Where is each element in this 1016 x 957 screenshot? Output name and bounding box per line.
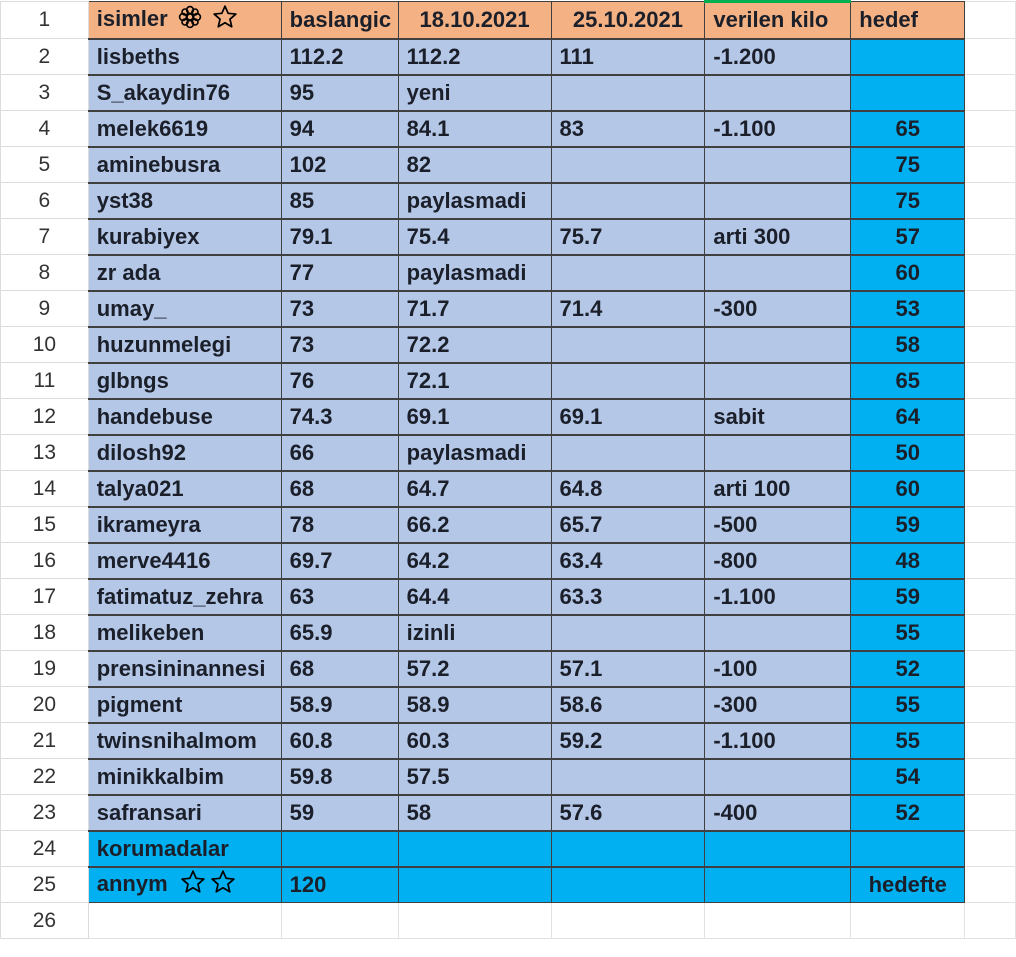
empty-cell[interactable]: [705, 903, 851, 939]
date2-cell[interactable]: 64.8: [551, 471, 705, 507]
name-cell[interactable]: umay_: [88, 291, 281, 327]
date1-cell[interactable]: 72.2: [398, 327, 551, 363]
date2-cell[interactable]: 58.6: [551, 687, 705, 723]
verilen-cell[interactable]: -800: [705, 543, 851, 579]
row-number[interactable]: 7: [1, 219, 89, 255]
header-cell-date2[interactable]: 25.10.2021: [551, 2, 705, 39]
row-number[interactable]: 18: [1, 615, 89, 651]
row-number[interactable]: 19: [1, 651, 89, 687]
data-cell[interactable]: [398, 831, 551, 867]
hedef-cell[interactable]: [851, 75, 965, 111]
date1-cell[interactable]: 69.1: [398, 399, 551, 435]
baslangic-cell[interactable]: 65.9: [281, 615, 398, 651]
verilen-cell[interactable]: -300: [705, 291, 851, 327]
name-cell[interactable]: kurabiyex: [88, 219, 281, 255]
row-number[interactable]: 2: [1, 39, 89, 75]
baslangic-cell[interactable]: 68: [281, 651, 398, 687]
header-label: isimler: [96, 5, 168, 31]
date1-cell[interactable]: 66.2: [398, 507, 551, 543]
name-cell[interactable]: handebuse: [88, 399, 281, 435]
hedef-cell[interactable]: 60: [851, 255, 965, 291]
hedef-cell[interactable]: 59: [851, 507, 965, 543]
date1-cell[interactable]: 75.4: [398, 219, 551, 255]
empty-cell[interactable]: [965, 75, 1016, 111]
verilen-cell[interactable]: [705, 759, 851, 795]
baslangic-cell[interactable]: 58.9: [281, 687, 398, 723]
row-number[interactable]: 26: [1, 903, 89, 939]
baslangic-cell[interactable]: 94: [281, 111, 398, 147]
baslangic-cell[interactable]: 66: [281, 435, 398, 471]
row-number[interactable]: 6: [1, 183, 89, 219]
date2-cell[interactable]: 59.2: [551, 723, 705, 759]
verilen-cell[interactable]: -1.100: [705, 579, 851, 615]
star-icon: [210, 869, 236, 901]
table-row: [1, 435, 1016, 471]
date1-cell[interactable]: 60.3: [398, 723, 551, 759]
hedef-cell[interactable]: 58: [851, 327, 965, 363]
baslangic-cell[interactable]: 73: [281, 327, 398, 363]
header-cell-verilen[interactable]: verilen kilo: [705, 2, 851, 39]
hedef-cell[interactable]: hedefte: [851, 867, 965, 903]
date2-cell[interactable]: 63.4: [551, 543, 705, 579]
header-cell-baslangic[interactable]: baslangic: [281, 2, 398, 39]
date1-cell[interactable]: paylasmadi: [398, 435, 551, 471]
verilen-cell[interactable]: -300: [705, 687, 851, 723]
empty-cell[interactable]: [965, 579, 1016, 615]
name-label: annym: [96, 870, 168, 896]
star-icon: [180, 869, 206, 901]
hedef-cell[interactable]: 59: [851, 579, 965, 615]
table-row: [1, 183, 1016, 219]
baslangic-cell[interactable]: 77: [281, 255, 398, 291]
name-cell[interactable]: huzunmelegi: [88, 327, 281, 363]
row-number[interactable]: 8: [1, 255, 89, 291]
verilen-cell[interactable]: arti 300: [705, 219, 851, 255]
empty-cell[interactable]: [965, 723, 1016, 759]
name-cell[interactable]: fatimatuz_zehra: [88, 579, 281, 615]
hedef-cell[interactable]: 64: [851, 399, 965, 435]
hedef-cell[interactable]: 55: [851, 687, 965, 723]
date1-cell[interactable]: 64.2: [398, 543, 551, 579]
name-cell[interactable]: [88, 867, 281, 903]
name-cell[interactable]: minikkalbim: [88, 759, 281, 795]
table-row: [1, 75, 1016, 111]
name-cell[interactable]: korumadalar: [88, 831, 281, 867]
date1-cell[interactable]: 71.7: [398, 291, 551, 327]
verilen-cell[interactable]: [705, 435, 851, 471]
name-cell[interactable]: talya021: [88, 471, 281, 507]
date2-cell[interactable]: [551, 75, 705, 111]
table-row: [1, 759, 1016, 795]
hedef-cell[interactable]: 65: [851, 363, 965, 399]
hedef-cell[interactable]: 50: [851, 435, 965, 471]
row-number[interactable]: 25: [1, 867, 89, 903]
date2-cell[interactable]: [551, 327, 705, 363]
date2-cell[interactable]: [551, 363, 705, 399]
date1-cell[interactable]: 57.5: [398, 759, 551, 795]
table-row: [1, 651, 1016, 687]
date2-cell[interactable]: [551, 435, 705, 471]
baslangic-cell[interactable]: 69.7: [281, 543, 398, 579]
empty-cell[interactable]: [965, 183, 1016, 219]
hedef-cell[interactable]: 75: [851, 183, 965, 219]
header-cell-date1[interactable]: 18.10.2021: [398, 2, 551, 39]
table-row: [1, 903, 1016, 939]
empty-cell[interactable]: [965, 363, 1016, 399]
baslangic-cell[interactable]: 60.8: [281, 723, 398, 759]
row-number[interactable]: 5: [1, 147, 89, 183]
table-row: [1, 111, 1016, 147]
verilen-cell[interactable]: -1.100: [705, 111, 851, 147]
name-cell[interactable]: lisbeths: [88, 39, 281, 75]
empty-cell[interactable]: [398, 903, 551, 939]
table-row: [1, 687, 1016, 723]
date1-cell[interactable]: [398, 867, 551, 903]
date1-cell[interactable]: 112.2: [398, 39, 551, 75]
row-number[interactable]: 1: [1, 2, 89, 39]
table-row: [1, 471, 1016, 507]
verilen-cell[interactable]: [705, 255, 851, 291]
table-row: [1, 327, 1016, 363]
hedef-cell[interactable]: 52: [851, 651, 965, 687]
verilen-cell[interactable]: -100: [705, 651, 851, 687]
table-row: [1, 147, 1016, 183]
empty-cell[interactable]: [965, 795, 1016, 831]
table-row: [1, 615, 1016, 651]
table-row: [1, 39, 1016, 75]
verilen-cell[interactable]: [705, 75, 851, 111]
date1-cell[interactable]: 64.4: [398, 579, 551, 615]
date2-cell[interactable]: 111: [551, 39, 705, 75]
verilen-cell[interactable]: sabit: [705, 399, 851, 435]
hedef-cell[interactable]: 53: [851, 291, 965, 327]
date2-cell[interactable]: 57.1: [551, 651, 705, 687]
empty-cell[interactable]: [851, 903, 965, 939]
name-cell[interactable]: yst38: [88, 183, 281, 219]
date2-cell[interactable]: 69.1: [551, 399, 705, 435]
data-cell[interactable]: [705, 831, 851, 867]
empty-cell[interactable]: [88, 903, 281, 939]
table-row: [1, 723, 1016, 759]
date2-cell[interactable]: 75.7: [551, 219, 705, 255]
hedef-cell[interactable]: 48: [851, 543, 965, 579]
date2-cell[interactable]: 83: [551, 111, 705, 147]
empty-cell[interactable]: [965, 759, 1016, 795]
name-cell[interactable]: glbngs: [88, 363, 281, 399]
date1-cell[interactable]: 84.1: [398, 111, 551, 147]
row-number[interactable]: 13: [1, 435, 89, 471]
table-row: [1, 543, 1016, 579]
name-cell[interactable]: merve4416: [88, 543, 281, 579]
baslangic-cell[interactable]: 73: [281, 291, 398, 327]
hedef-cell[interactable]: 60: [851, 471, 965, 507]
name-cell[interactable]: zr ada: [88, 255, 281, 291]
hedef-cell[interactable]: 65: [851, 111, 965, 147]
date1-cell[interactable]: 72.1: [398, 363, 551, 399]
name-cell[interactable]: S_akaydin76: [88, 75, 281, 111]
row-number[interactable]: 17: [1, 579, 89, 615]
table-row: [1, 219, 1016, 255]
star-icon: [212, 4, 238, 36]
row-number[interactable]: 12: [1, 399, 89, 435]
row-number[interactable]: 23: [1, 795, 89, 831]
empty-cell[interactable]: [965, 471, 1016, 507]
empty-cell[interactable]: [965, 219, 1016, 255]
row-number[interactable]: 24: [1, 831, 89, 867]
table-row: [1, 579, 1016, 615]
date2-cell[interactable]: [551, 183, 705, 219]
empty-cell[interactable]: [551, 903, 705, 939]
hedef-cell[interactable]: 57: [851, 219, 965, 255]
empty-cell[interactable]: [281, 903, 398, 939]
table-row: [1, 867, 1016, 903]
date2-cell[interactable]: [551, 255, 705, 291]
date2-cell[interactable]: 63.3: [551, 579, 705, 615]
verilen-cell[interactable]: -1.100: [705, 723, 851, 759]
name-cell[interactable]: dilosh92: [88, 435, 281, 471]
name-cell[interactable]: ikrameyra: [88, 507, 281, 543]
date1-cell[interactable]: 58.9: [398, 687, 551, 723]
date2-cell[interactable]: [551, 147, 705, 183]
hedef-cell[interactable]: 55: [851, 615, 965, 651]
empty-cell[interactable]: [965, 543, 1016, 579]
verilen-cell[interactable]: [705, 867, 851, 903]
data-cell[interactable]: [851, 831, 965, 867]
name-cell[interactable]: aminebusra: [88, 147, 281, 183]
table-row: [1, 795, 1016, 831]
date1-cell[interactable]: paylasmadi: [398, 183, 551, 219]
table-row: [1, 507, 1016, 543]
data-cell[interactable]: [281, 831, 398, 867]
baslangic-cell[interactable]: 76: [281, 363, 398, 399]
row-number[interactable]: 16: [1, 543, 89, 579]
baslangic-cell[interactable]: 59.8: [281, 759, 398, 795]
empty-cell[interactable]: [965, 111, 1016, 147]
verilen-cell[interactable]: -1.200: [705, 39, 851, 75]
baslangic-cell[interactable]: 78: [281, 507, 398, 543]
name-cell[interactable]: twinsnihalmom: [88, 723, 281, 759]
date2-cell[interactable]: 57.6: [551, 795, 705, 831]
row-number[interactable]: 21: [1, 723, 89, 759]
empty-cell[interactable]: [965, 255, 1016, 291]
name-cell[interactable]: melikeben: [88, 615, 281, 651]
hedef-cell[interactable]: 75: [851, 147, 965, 183]
baslangic-cell[interactable]: 102: [281, 147, 398, 183]
date2-cell[interactable]: [551, 759, 705, 795]
empty-cell[interactable]: [965, 147, 1016, 183]
row-number[interactable]: 9: [1, 291, 89, 327]
verilen-cell[interactable]: -400: [705, 795, 851, 831]
data-cell[interactable]: [551, 831, 705, 867]
date1-cell[interactable]: 57.2: [398, 651, 551, 687]
row-number[interactable]: 3: [1, 75, 89, 111]
empty-cell[interactable]: [965, 507, 1016, 543]
hedef-cell[interactable]: 55: [851, 723, 965, 759]
header-cell-isimler[interactable]: [88, 2, 281, 39]
name-cell[interactable]: melek6619: [88, 111, 281, 147]
baslangic-cell[interactable]: 112.2: [281, 39, 398, 75]
hedef-cell[interactable]: 52: [851, 795, 965, 831]
date2-cell[interactable]: 65.7: [551, 507, 705, 543]
baslangic-cell[interactable]: 74.3: [281, 399, 398, 435]
row-number[interactable]: 11: [1, 363, 89, 399]
empty-cell[interactable]: [965, 903, 1016, 939]
row-number[interactable]: 14: [1, 471, 89, 507]
row-number[interactable]: 20: [1, 687, 89, 723]
date2-cell[interactable]: [551, 867, 705, 903]
verilen-cell[interactable]: arti 100: [705, 471, 851, 507]
table-row: [1, 291, 1016, 327]
verilen-cell[interactable]: [705, 327, 851, 363]
name-cell[interactable]: pigment: [88, 687, 281, 723]
hedef-cell[interactable]: [851, 39, 965, 75]
header-cell-hedef[interactable]: hedef: [851, 2, 965, 39]
hedef-cell[interactable]: 54: [851, 759, 965, 795]
empty-cell[interactable]: [965, 831, 1016, 867]
header-row: [1, 2, 1016, 39]
empty-cell[interactable]: [965, 39, 1016, 75]
empty-cell[interactable]: [965, 651, 1016, 687]
table-row: [1, 255, 1016, 291]
verilen-cell[interactable]: [705, 363, 851, 399]
baslangic-cell[interactable]: 85: [281, 183, 398, 219]
flower-icon: [178, 5, 202, 35]
baslangic-cell[interactable]: 120: [281, 867, 398, 903]
verilen-cell[interactable]: [705, 183, 851, 219]
empty-cell[interactable]: [965, 435, 1016, 471]
empty-cell[interactable]: [965, 687, 1016, 723]
table-row: [1, 399, 1016, 435]
name-cell[interactable]: safransari: [88, 795, 281, 831]
name-cell[interactable]: prensininannesi: [88, 651, 281, 687]
date1-cell[interactable]: 82: [398, 147, 551, 183]
baslangic-cell[interactable]: 59: [281, 795, 398, 831]
empty-cell[interactable]: [965, 327, 1016, 363]
date1-cell[interactable]: paylasmadi: [398, 255, 551, 291]
baslangic-cell[interactable]: 79.1: [281, 219, 398, 255]
empty-cell[interactable]: [965, 2, 1016, 39]
row-number[interactable]: 15: [1, 507, 89, 543]
date1-cell[interactable]: izinli: [398, 615, 551, 651]
date2-cell[interactable]: [551, 615, 705, 651]
date1-cell[interactable]: 58: [398, 795, 551, 831]
baslangic-cell[interactable]: 95: [281, 75, 398, 111]
verilen-cell[interactable]: [705, 147, 851, 183]
verilen-cell[interactable]: [705, 615, 851, 651]
table-row: [1, 363, 1016, 399]
row-number[interactable]: 22: [1, 759, 89, 795]
empty-cell[interactable]: [965, 867, 1016, 903]
date1-cell[interactable]: yeni: [398, 75, 551, 111]
empty-cell[interactable]: [965, 615, 1016, 651]
table-row: [1, 831, 1016, 867]
row-number[interactable]: 10: [1, 327, 89, 363]
empty-cell[interactable]: [965, 291, 1016, 327]
row-number[interactable]: 4: [1, 111, 89, 147]
date2-cell[interactable]: 71.4: [551, 291, 705, 327]
baslangic-cell[interactable]: 68: [281, 471, 398, 507]
baslangic-cell[interactable]: 63: [281, 579, 398, 615]
empty-cell[interactable]: [965, 399, 1016, 435]
verilen-cell[interactable]: -500: [705, 507, 851, 543]
date1-cell[interactable]: 64.7: [398, 471, 551, 507]
